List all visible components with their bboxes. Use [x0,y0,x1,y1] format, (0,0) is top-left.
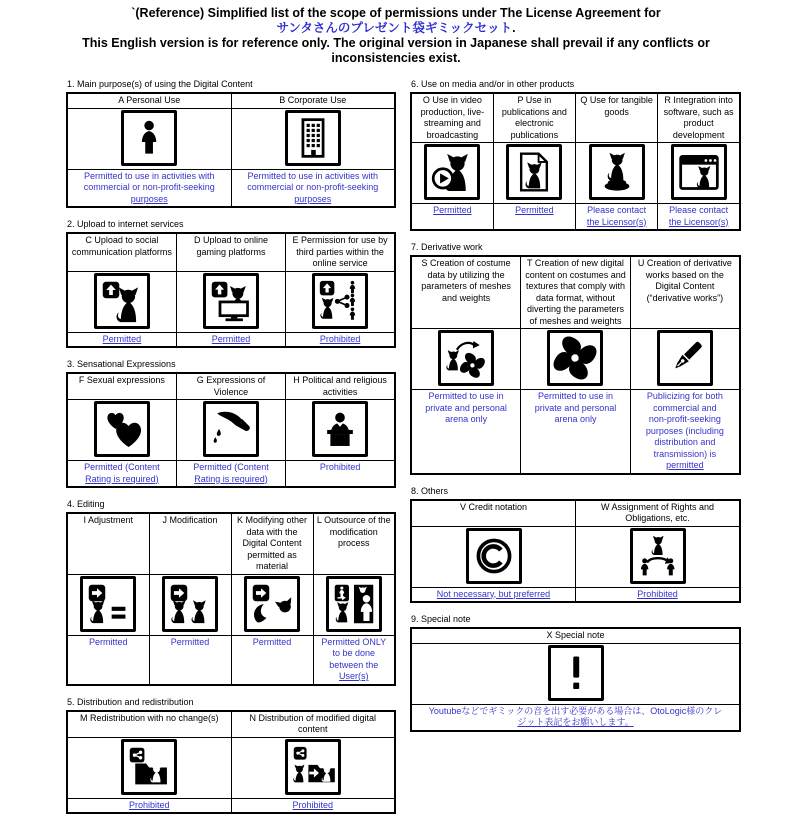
office-building-icon [291,116,335,160]
section-sensational [66,359,396,488]
status-cell [67,635,149,685]
header-cell: M Redistribution with no change(s) [67,711,231,738]
upload-gaming-icon [209,279,253,323]
icon-cell [67,737,231,798]
status-cell [493,204,575,231]
status-row [67,635,395,685]
status-cell [67,332,176,347]
copyright-icon [472,534,516,578]
costume-data-icon [444,336,488,380]
status-text: Permitted [515,205,554,215]
status-text: Prohibited [319,462,361,472]
icon-row [411,329,740,390]
title-disclaimer: This English version is for reference only. The original version in Japanese shall prevail if any conflicts or inconsistencies exist. [82,36,710,65]
status-cell [149,635,231,685]
permissions-table [410,499,741,604]
status-cell [313,635,395,685]
status-text: Not necessary, but preferred [436,588,551,599]
status-text: Permitted [88,636,128,647]
status-cell [521,390,631,474]
upload-cat-icon [100,279,144,323]
icon-cell [630,329,740,390]
status-cell [176,332,285,347]
section-title: 6. Use on media and/or in other products [411,79,575,89]
permissions-table [66,92,396,208]
permissions-table [66,710,396,815]
header-row [67,373,395,400]
status-row [67,798,395,813]
header-cell: L Outsource of the modification process [313,513,395,574]
header-cell: R Integration into software, such as product development [658,93,740,143]
icon-row [67,737,395,798]
title-line-1: `(Reference) Simplified list of the scope of permissions under The License Agreement for [131,6,661,20]
status-cell [411,204,493,231]
status-cell [67,169,231,207]
status-text: Prohibited [128,799,170,810]
upload-third-party-icon [318,279,362,323]
section-title: 8. Others [411,485,449,496]
icon-cell [149,574,231,635]
icon-cell [67,108,231,169]
header-cell: X Special note [411,628,740,643]
icon-cell [411,643,740,704]
header-cell: Q Use for tangible goods [576,93,658,143]
icon-cell [658,143,740,204]
status-text: Permitted to use in private and personal arena only [425,391,507,424]
section-special-note [410,614,741,732]
status-row [411,390,740,474]
status-cell [411,704,740,731]
icon-cell [67,400,176,461]
icon-cell [176,400,285,461]
status-cell [658,204,740,231]
status-row [411,704,740,731]
product-name-japanese: サンタさんのプレゼント袋ギミックセット [276,21,513,35]
status-cell [411,390,521,474]
icon-cell [231,574,313,635]
content-columns [0,79,792,825]
status-text: Permitted (Content Rating is required) [84,462,160,484]
icon-cell [576,526,741,587]
header-cell: E Permission for use by third parties within the online service [286,233,395,271]
status-cell [411,587,576,602]
permissions-table [410,92,741,231]
status-text: Prohibited [319,333,361,344]
icon-cell [286,400,395,461]
header-row [411,628,740,643]
status-cell [67,798,231,813]
pinwheel-texture-icon [553,336,597,380]
hearts-icon [100,407,144,451]
status-cell [576,587,741,602]
status-text: Permitted [252,636,292,647]
status-cell [630,390,740,474]
status-row [67,332,395,347]
section-title: 9. Special note [411,614,471,624]
icon-cell [576,143,658,204]
page-title [0,0,792,66]
header-row [411,500,740,527]
section-others [410,486,741,604]
header-cell: O Use in video production, live-streaming and broadcasting [411,93,493,143]
software-window-cat-icon [677,150,721,194]
podium-speech-icon [318,407,362,451]
status-text: Publicizing for both commercial and non-profit-seeking purposes (including distribution and transmission) is permitted [645,391,724,470]
icon-row [411,526,740,587]
header-row [67,233,395,271]
status-text: Permitted ONLY to be done between the User(s) [321,636,387,681]
header-cell: W Assignment of Rights and Obligations, etc. [576,500,741,527]
section-title: 7. Derivative work [411,242,483,252]
modification-icon [168,582,212,626]
section-upload [66,219,396,348]
outsource-icon [332,582,376,626]
icon-row [67,400,395,461]
header-cell: V Credit notation [411,500,576,527]
status-text: Permitted [170,636,210,647]
status-row [411,587,740,602]
section-editing [66,499,396,686]
share-folder-icon [127,745,171,789]
icon-cell [67,574,149,635]
header-cell: J Modification [149,513,231,574]
section-main-purpose [66,79,396,208]
header-cell: A Personal Use [67,93,231,108]
status-text: Permitted to use in private and personal arena only [534,391,617,424]
icon-cell [493,143,575,204]
section-media-products [410,79,741,231]
status-text: Permitted to use in activities with commercial or non-profit-seeking purposes [83,170,215,204]
header-cell: I Adjustment [67,513,149,574]
status-text: Permitted (Content Rating is required) [193,462,269,484]
status-text: Permitted [211,333,251,344]
section-title: 1. Main purpose(s) of using the Digital Content [67,79,253,89]
icon-cell [176,271,285,332]
icon-row [67,271,395,332]
icon-row [411,643,740,704]
section-distribution [66,697,396,815]
icon-cell [231,737,395,798]
status-text: Youtubeなどでギミックの音を出す必要がある場合は、OtoLogic様のクレ ジット表記をお願いします。 [428,705,723,727]
status-text: Please contact the Licensor(s) [586,205,647,227]
icon-row [67,108,395,169]
header-row [411,256,740,329]
header-cell: F Sexual expressions [67,373,176,400]
status-cell [231,169,395,207]
header-cell: G Expressions of Violence [176,373,285,400]
header-row [67,513,395,574]
title-product-line [0,21,792,36]
section-title: 4. Editing [67,499,105,509]
section-title: 2. Upload to internet services [67,219,184,229]
status-cell [176,461,285,488]
icon-cell [67,271,176,332]
status-cell [231,798,395,813]
figurine-icon [595,150,639,194]
icon-cell [411,526,576,587]
status-row [67,169,395,207]
status-text: Permitted [433,205,472,215]
header-row [411,93,740,143]
status-cell [286,332,395,347]
header-cell: U Creation of derivative works based on the Digital Content (“derivative works”) [630,256,740,329]
left-column [66,79,396,825]
permissions-table [66,232,396,348]
status-text: Prohibited [292,799,334,810]
person-icon [127,116,171,160]
icon-cell [411,329,521,390]
permissions-table [66,372,396,488]
exclamation-icon [554,651,598,695]
header-row [67,93,395,108]
adjustment-icon [86,582,130,626]
status-text: Prohibited [637,588,678,599]
section-title: 3. Sensational Expressions [67,359,176,369]
status-text: Permitted [102,333,142,344]
icon-cell [231,108,395,169]
icon-cell [286,271,395,332]
header-cell: H Political and religious activities [286,373,395,400]
right-column [410,79,741,743]
status-text: Please contact the Licensor(s) [668,205,729,227]
status-cell [576,204,658,231]
header-row [67,711,395,738]
section-title: 5. Distribution and redistribution [67,696,194,707]
status-cell [67,461,176,488]
status-cell [231,635,313,685]
status-row [67,461,395,488]
header-cell: B Corporate Use [231,93,395,108]
knife-icon [209,407,253,451]
rights-transfer-icon [636,534,680,578]
icon-row [411,143,740,204]
header-cell: K Modifying other data with the Digital Content permitted as material [231,513,313,574]
video-play-cat-icon [430,150,474,194]
header-cell: P Use in publications and electronic publications [493,93,575,143]
status-cell [286,461,395,488]
section-derivative [410,242,741,475]
header-cell: D Upload to online gaming platforms [176,233,285,271]
status-text: Permitted to use in activities with commercial or non-profit-seeking purposes [247,170,379,204]
icon-cell [521,329,631,390]
icon-cell [411,143,493,204]
icon-row [67,574,395,635]
modify-material-icon [250,582,294,626]
permissions-table [66,512,396,686]
header-cell: N Distribution of modified digital content [231,711,395,738]
permissions-table [410,627,741,732]
header-cell: S Creation of costume data by utilizing the parameters of meshes and weights [411,256,521,329]
status-row [411,204,740,231]
permissions-table [410,255,741,475]
product-suffix: . [512,21,516,35]
header-cell: T Creation of new digital content on costumes and textures that comply with data format, without diverting the parameters of meshes and weights [521,256,631,329]
pen-nib-icon [663,336,707,380]
icon-cell [313,574,395,635]
header-cell: C Upload to social communication platforms [67,233,176,271]
share-modified-folder-icon [291,745,335,789]
publication-cat-icon [512,150,556,194]
